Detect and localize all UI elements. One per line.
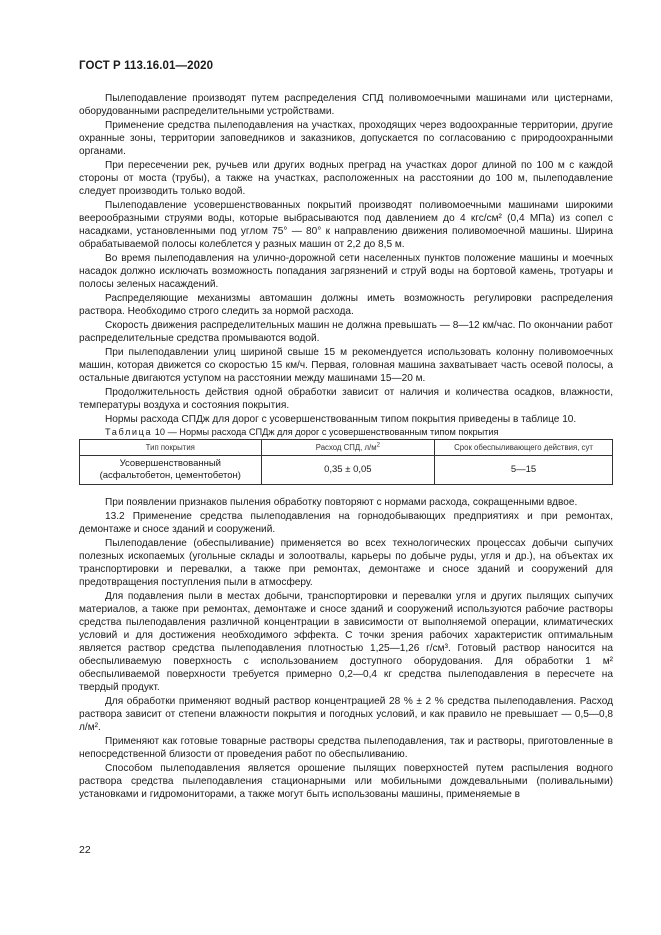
header-consumption [261, 440, 435, 456]
header-duration: Срок обеспыливающего действия, сут [435, 440, 613, 456]
table-header-row [80, 440, 613, 456]
paragraph: Для подавления пыли в местах добычи, транспортировки и перевалки угля и других пылящих сыпучих материалов, а также при ремонтах, демонтаже и сносе зданий и сооружений используются рабочие растворы средства пылеподавления различной концентрации в зависимости от выполняемой операции, климатических условий и для достижения необходимого эффекта. С точки зрения рабочих характеристик оптимальным является раствор средства пылеподавления плотностью 1,25—1,26 г/см³. Готовый раствор наносится на обеспыливаемую поверхность с использованием доступного оборудования. Для обработки 1 м² обеспыливаемой поверхности требуется примерно 0,2—0,4 кг средства пылеподавления в пересчете на твердый продукт. [79, 591, 613, 693]
cell-coating-type-line2: (асфальтобетон, цементобетон) [99, 470, 241, 481]
table-caption [79, 426, 613, 439]
paragraph: При пылеподавлении улиц шириной свыше 15 м рекомендуется использовать колонну поливомоечных машин, которая движется со скоростью 15 км/ч. Первая, головная машина захватывает часть осевой полосы, а остальные двигаются уступом на расстоянии между машинами 15—20 м. [79, 347, 613, 384]
paragraph: Применяют как готовые товарные растворы средства пылеподавления, так и растворы, приготовленные в непосредственной близости от проведения работ по обеспыливанию. [79, 736, 613, 760]
cell-consumption: 0,35 ± 0,05 [261, 456, 435, 485]
paragraph: Пылеподавление производят путем распределения СПД поливомоечными машинами или цистернами, оборудованными распределительными устройствами. [79, 93, 613, 117]
paragraph: Продолжительность действия одной обработки зависит от наличия и количества осадков, влажности, температуры воздуха и состояния покрытия. [79, 387, 613, 411]
paragraph: Распределяющие механизмы автомашин должны иметь возможность регулировки распределения раствора. Необходимо строго следить за нормой расхода. [79, 293, 613, 317]
consumption-norms-table [79, 439, 613, 485]
table-row [80, 456, 613, 485]
paragraph: Во время пылеподавления на улично-дорожной сети населенных пунктов положение машины и моечных насадок должно исключать возможность попадания загрязнений и струй воды на бортовой камень, тротуары и полосы зеленых насаждений. [79, 253, 613, 290]
paragraph: Скорость движения распределительных машин не должна превышать — 8—12 км/час. По окончании работ распределительные средства промываются водой. [79, 320, 613, 344]
paragraph: Применение средства пылеподавления на участках, проходящих через водоохранные территории, другие охранные зоны, территории заповедников и заказников, допускается по согласованию с природоохранными органами. [79, 120, 613, 157]
header-consumption-text: Расход СПД, л/м [315, 443, 377, 452]
cell-coating-type [80, 456, 262, 485]
paragraph: Пылеподавление (обеспыливание) применяется во всех технологических процессах добычи сыпучих полезных ископаемых (угольные склады и золоотвалы, карьеры по добыче руды, угля и др.), на объектах их транспортировки и перевалки, а также при ремонтах, демонтаже и сносе зданий и сооружений для предотвращения поступления пыли в атмосферу. [79, 538, 613, 588]
table-caption-text: 10 — Нормы расхода СПДж для дорог с усовершенствованным типом покрытия [154, 427, 499, 437]
document-code-header: ГОСТ Р 113.16.01—2020 [79, 60, 214, 72]
paragraph: При пересечении рек, ручьев или других водных преград на участках дорог длиной по 100 м с каждой стороны от моста (трубы), а также на участках, расположенных на расстоянии до 100 м, пылеподавление следует производить только водой. [79, 160, 613, 197]
page-number: 22 [79, 844, 91, 856]
paragraph: Нормы расхода СПДж для дорог с усовершенствованным типом покрытия приведены в таблице 10. [105, 414, 577, 425]
header-consumption-sup: 2 [376, 442, 380, 449]
page-body [79, 92, 613, 801]
paragraph: Пылеподавление усовершенствованных покрытий производят поливомоечными машинами широкими веерообразными струями воды, которые выбрасываются под давлением до 4 кгс/см² (0,4 МПа) из сопел с насадками, установленными под углом 75° — 80° к направлению движения поливомоечной машины. Ширина обрабатываемой полосы колеблется у разных машин от 2,2 до 8,5 м. [79, 200, 613, 250]
cell-coating-type-line1: Усовершенствованный [119, 458, 221, 469]
paragraph: Для обработки применяют водный раствор концентрацией 28 % ± 2 % средства пылеподавления. Расход раствора зависит от степени влажности покрытия и погодных условий, и как правило не превышает — 0,5—0,8 л/м². [79, 696, 613, 733]
paragraph: Способом пылеподавления является орошение пылящих поверхностей путем распыления водного раствора средства пылеподавления стационарными или мобильными дождевальными (поливальными) установками и гидромониторами, а также могут быть использованы машины, применяемые в [79, 763, 613, 800]
paragraph: При появлении признаков пыления обработку повторяют с нормами расхода, сокращенными вдвое. [105, 497, 578, 508]
header-coating-type: Тип покрытия [80, 440, 262, 456]
cell-duration: 5—15 [435, 456, 613, 485]
table-caption-label: Таблица [105, 427, 153, 437]
section-heading-13-2: 13.2 Применение средства пылеподавления на горнодобывающих предприятиях и при ремонтах, демонтаже и сносе зданий и сооружений. [79, 511, 613, 535]
